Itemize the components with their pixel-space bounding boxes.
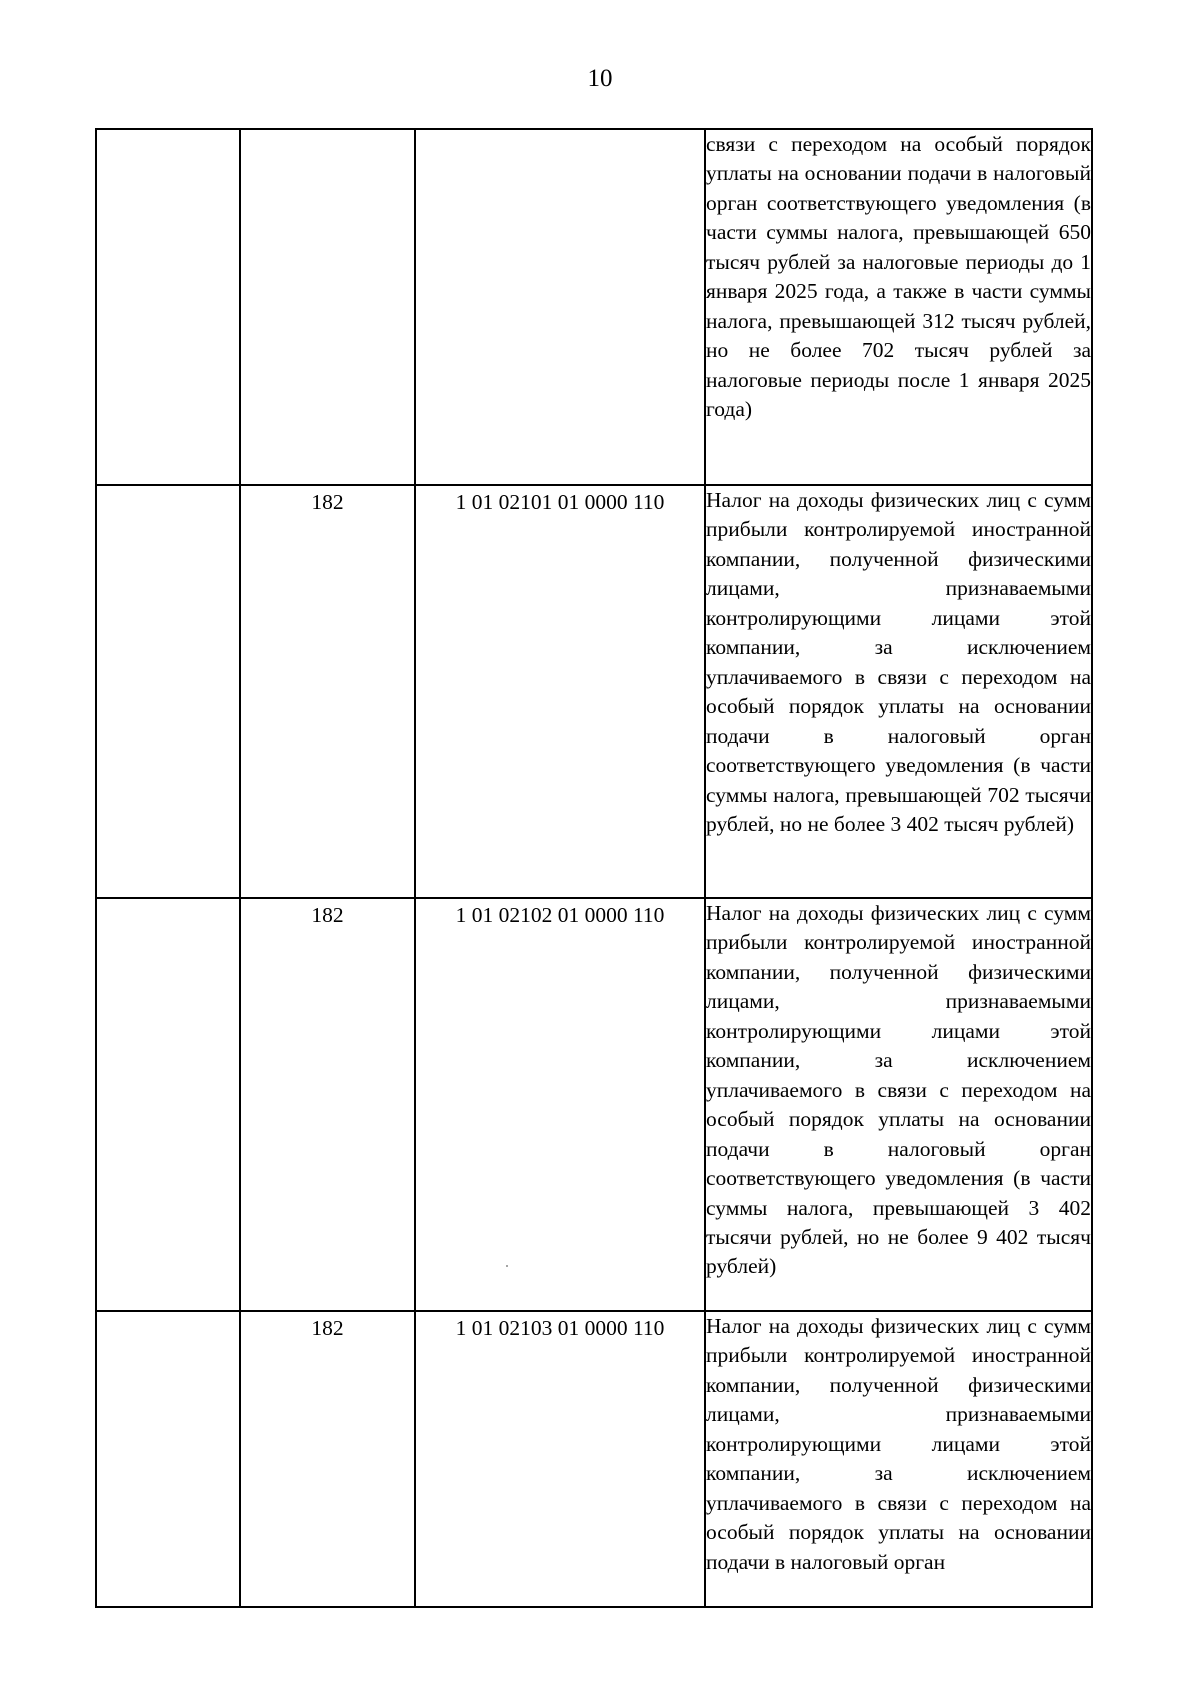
admin-code-cell (240, 129, 415, 485)
table-cell-empty (96, 1311, 240, 1607)
kbk-code-cell: 1 01 02103 01 0000 110 (415, 1311, 705, 1607)
budget-classification-table (95, 128, 1093, 1608)
kbk-code-cell (415, 129, 705, 485)
table-cell-empty (96, 129, 240, 485)
scan-speck (506, 1265, 508, 1267)
description-cell: связи с переходом на особый порядок уплаты на основании подачи в налоговый орган соответствующего уведомления (в части суммы налога, превышающей 650 тысяч рублей за налоговые периоды до 1 января 2025 года, а также в части суммы налога, превышающей 312 тысяч рублей, но не более 702 тысяч рублей за налоговые периоды после 1 января 2025 года) (705, 129, 1092, 485)
kbk-code-cell: 1 01 02102 01 0000 110 (415, 898, 705, 1311)
page-number: 10 (587, 65, 613, 92)
description-cell: Налог на доходы физических лиц с сумм прибыли контролируемой иностранной компании, полученной физическими лицами, признаваемыми контролирующими лицами этой компании, за исключением уплачиваемого в связи с переходом на особый порядок уплаты на основании подачи в налоговый орган соответствующего уведомления (в части суммы налога, превышающей 702 тысячи рублей, но не более 3 402 тысяч рублей) (705, 485, 1092, 898)
table-row (96, 485, 1092, 898)
table-cell-empty (96, 485, 240, 898)
table-cell-empty (96, 898, 240, 1311)
kbk-code-cell: 1 01 02101 01 0000 110 (415, 485, 705, 898)
table-row (96, 129, 1092, 485)
description-cell: Налог на доходы физических лиц с сумм прибыли контролируемой иностранной компании, полученной физическими лицами, признаваемыми контролирующими лицами этой компании, за исключением уплачиваемого в связи с переходом на особый порядок уплаты на основании подачи в налоговый орган (705, 1311, 1092, 1607)
description-cell: Налог на доходы физических лиц с сумм прибыли контролируемой иностранной компании, полученной физическими лицами, признаваемыми контролирующими лицами этой компании, за исключением уплачиваемого в связи с переходом на особый порядок уплаты на основании подачи в налоговый орган соответствующего уведомления (в части суммы налога, превышающей 3 402 тысячи рублей, но не более 9 402 тысяч рублей) (705, 898, 1092, 1311)
table-row (96, 1311, 1092, 1607)
admin-code-cell: 182 (240, 898, 415, 1311)
table-row (96, 898, 1092, 1311)
admin-code-cell: 182 (240, 1311, 415, 1607)
admin-code-cell: 182 (240, 485, 415, 898)
